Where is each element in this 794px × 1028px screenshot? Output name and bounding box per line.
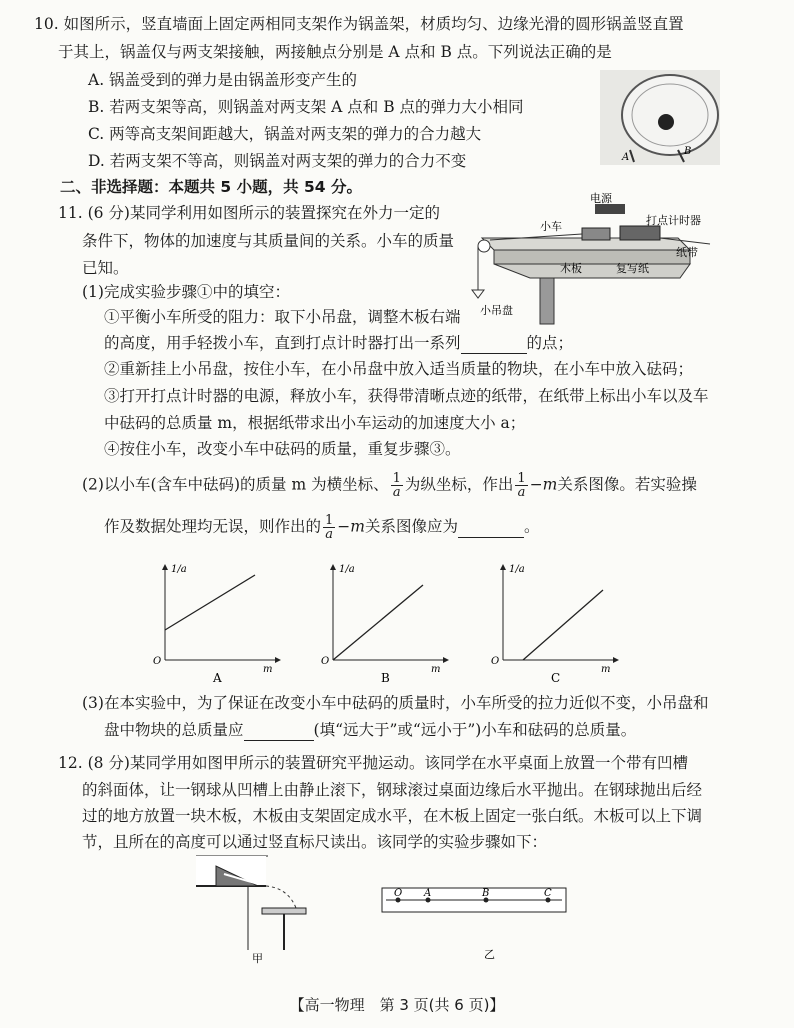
graph-option-c bbox=[493, 560, 623, 685]
q11-part3-line2 bbox=[104, 720, 636, 741]
projectile-figure-jia bbox=[196, 850, 316, 965]
q11-part3-line1: (3)在本实验中，为了保证在改变小车中砝码的质量时，小车所受的拉力近似不变，小吊盘和 bbox=[82, 694, 709, 712]
answer-blank-2[interactable] bbox=[458, 517, 524, 538]
graph-b-origin: O bbox=[321, 656, 330, 667]
q10-option-c: C. 两等高支架间距越大，锅盖对两支架的弹力的合力越大 bbox=[88, 125, 482, 143]
power-label: 电源 bbox=[590, 192, 612, 205]
graph-a-origin: O bbox=[153, 656, 162, 667]
graph-b-caption: B bbox=[381, 671, 390, 685]
q11-part2-text2: 为纵坐标，作出 bbox=[404, 475, 514, 494]
minus-m: −m bbox=[337, 517, 365, 536]
graph-option-a bbox=[155, 560, 285, 685]
lid-point-b-label: B bbox=[684, 146, 692, 157]
q11-step3-line1: ③打开打点计时器的电源，释放小车，获得带清晰点迹的纸带，在纸带上标出小车以及车 bbox=[104, 387, 709, 405]
q11-part1-intro: (1)完成实验步骤①中的填空： bbox=[82, 283, 290, 301]
frac-denominator: a bbox=[392, 485, 401, 500]
paper-strip-figure-yi bbox=[382, 882, 572, 962]
q11-stem-line3: 已知。 bbox=[82, 259, 129, 277]
q11-part3-text2: (填“远大于”或“远小于”)小车和砝码的总质量。 bbox=[313, 721, 637, 739]
q11-stem-line2: 条件下，物体的加速度与其质量间的关系。小车的质量 bbox=[82, 232, 455, 250]
q11-step1-tail: 的点； bbox=[526, 334, 574, 352]
fig-yi-label: 乙 bbox=[484, 948, 495, 961]
graph-a-caption: A bbox=[213, 671, 222, 685]
graph-c-caption: C bbox=[551, 671, 561, 685]
timer-label: 打点计时器 bbox=[646, 214, 701, 227]
q11-step1-line1: ①平衡小车所受的阻力：取下小吊盘，调整木板右端 bbox=[104, 308, 461, 326]
q11-part2-text4: 作及数据处理均无误，则作出的 bbox=[104, 517, 322, 536]
fig-jia-label: 甲 bbox=[252, 952, 263, 965]
fraction-one-over-a bbox=[323, 514, 335, 541]
fraction-one-over-a bbox=[391, 472, 403, 499]
graph-a-y-label: 1/a bbox=[171, 564, 187, 575]
frac-numerator: 1 bbox=[517, 471, 526, 486]
graph-b-y-label: 1/a bbox=[339, 564, 355, 575]
q11-step1-line2 bbox=[104, 333, 573, 354]
q12-stem-line4: 节，且所在的高度可以通过竖直标尺读出。该同学的实验步骤如下： bbox=[82, 833, 548, 851]
frac-numerator: 1 bbox=[392, 471, 401, 486]
carbon-paper-label: 复写纸 bbox=[616, 262, 649, 275]
q12-stem-line2: 的斜面体，让一钢球从凹槽上由静止滚下，钢球滚过桌面边缘后水平抛出。在钢球抛出后经 bbox=[82, 781, 703, 799]
graph-c-y-label: 1/a bbox=[509, 564, 525, 575]
answer-blank-3[interactable] bbox=[244, 720, 314, 741]
q11-step1-text: 的高度，用手轻拨小车，直到打点计时器打出一系列 bbox=[104, 334, 461, 352]
q10-option-b: B. 若两支架等高，则锅盖对两支架 A 点和 B 点的弹力大小相同 bbox=[88, 98, 524, 116]
point-o-label: O bbox=[394, 888, 403, 899]
q11-part2-text5: 关系图像应为 bbox=[364, 517, 458, 536]
graph-c-x-label: m bbox=[601, 664, 611, 675]
q11-part2-text1: (2)以小车(含车中砝码)的质量 m 为横坐标、 bbox=[82, 475, 389, 494]
q11-stem-line1: 11. (6 分)某同学利用如图所示的装置探究在外力一定的 bbox=[58, 204, 440, 222]
frac-numerator: 1 bbox=[325, 513, 334, 528]
q11-part3-text1: 盘中物块的总质量应 bbox=[104, 721, 244, 739]
q11-part2-line2 bbox=[104, 514, 540, 541]
board-label: 木板 bbox=[560, 262, 582, 275]
minus-m: −m bbox=[529, 475, 558, 494]
q11-step4: ④按住小车，改变小车中砝码的质量，重复步骤③。 bbox=[104, 440, 461, 458]
q10-stem-line2: 于其上，锅盖仅与两支架接触，两接触点分别是 A 点和 B 点。下列说法正确的是 bbox=[58, 43, 612, 61]
graph-a-x-label: m bbox=[263, 664, 273, 675]
q11-part2-text3: 关系图像。若实验操 bbox=[557, 475, 697, 494]
q12-stem-line1: 12. (8 分)某同学用如图甲所示的装置研究平抛运动。该同学在水平桌面上放置一个带有凹槽 bbox=[58, 754, 688, 772]
q10-stem-line1: 10. 如图所示，竖直墙面上固定两相同支架作为锅盖架，材质均匀、边缘光滑的圆形锅盖竖直置 bbox=[34, 15, 684, 33]
fraction-one-over-a bbox=[515, 472, 527, 499]
frac-denominator: a bbox=[517, 485, 526, 500]
point-a-label: A bbox=[424, 888, 432, 899]
point-c-label: C bbox=[544, 888, 552, 899]
cart-label: 小车 bbox=[540, 220, 562, 233]
tape-label: 纸带 bbox=[676, 246, 698, 259]
page-footer: 【高一物理 第 3 页(共 6 页)】 bbox=[289, 996, 505, 1014]
section-heading: 二、非选择题：本题共 5 小题，共 54 分。 bbox=[60, 178, 362, 196]
point-b-label: B bbox=[482, 888, 490, 899]
q11-step3-line2: 中砝码的总质量 m，根据纸带求出小车运动的加速度大小 a； bbox=[104, 414, 526, 432]
graph-option-b bbox=[323, 560, 453, 685]
apparatus-figure bbox=[470, 192, 720, 328]
graph-c-origin: O bbox=[491, 656, 500, 667]
q10-option-a: A. 锅盖受到的弹力是由锅盖形变产生的 bbox=[88, 71, 358, 89]
q11-part2-line1 bbox=[82, 472, 697, 499]
q11-step2: ②重新挂上小吊盘，按住小车，在小吊盘中放入适当质量的物块，在小车中放入砝码； bbox=[104, 360, 694, 378]
pan-label: 小吊盘 bbox=[480, 304, 513, 317]
frac-denominator: a bbox=[325, 527, 334, 542]
q12-stem-line3: 过的地方放置一块木板，木板由支架固定成水平，在木板上固定一张白纸。木板可以上下调 bbox=[82, 807, 703, 825]
q10-option-d: D. 若两支架不等高，则锅盖对两支架的弹力的合力不变 bbox=[88, 152, 467, 170]
graph-b-x-label: m bbox=[431, 664, 441, 675]
lid-point-a-label: A bbox=[622, 152, 630, 163]
q11-part2-end: 。 bbox=[524, 517, 540, 536]
answer-blank-1[interactable] bbox=[461, 333, 527, 354]
pot-lid-figure bbox=[600, 70, 720, 165]
